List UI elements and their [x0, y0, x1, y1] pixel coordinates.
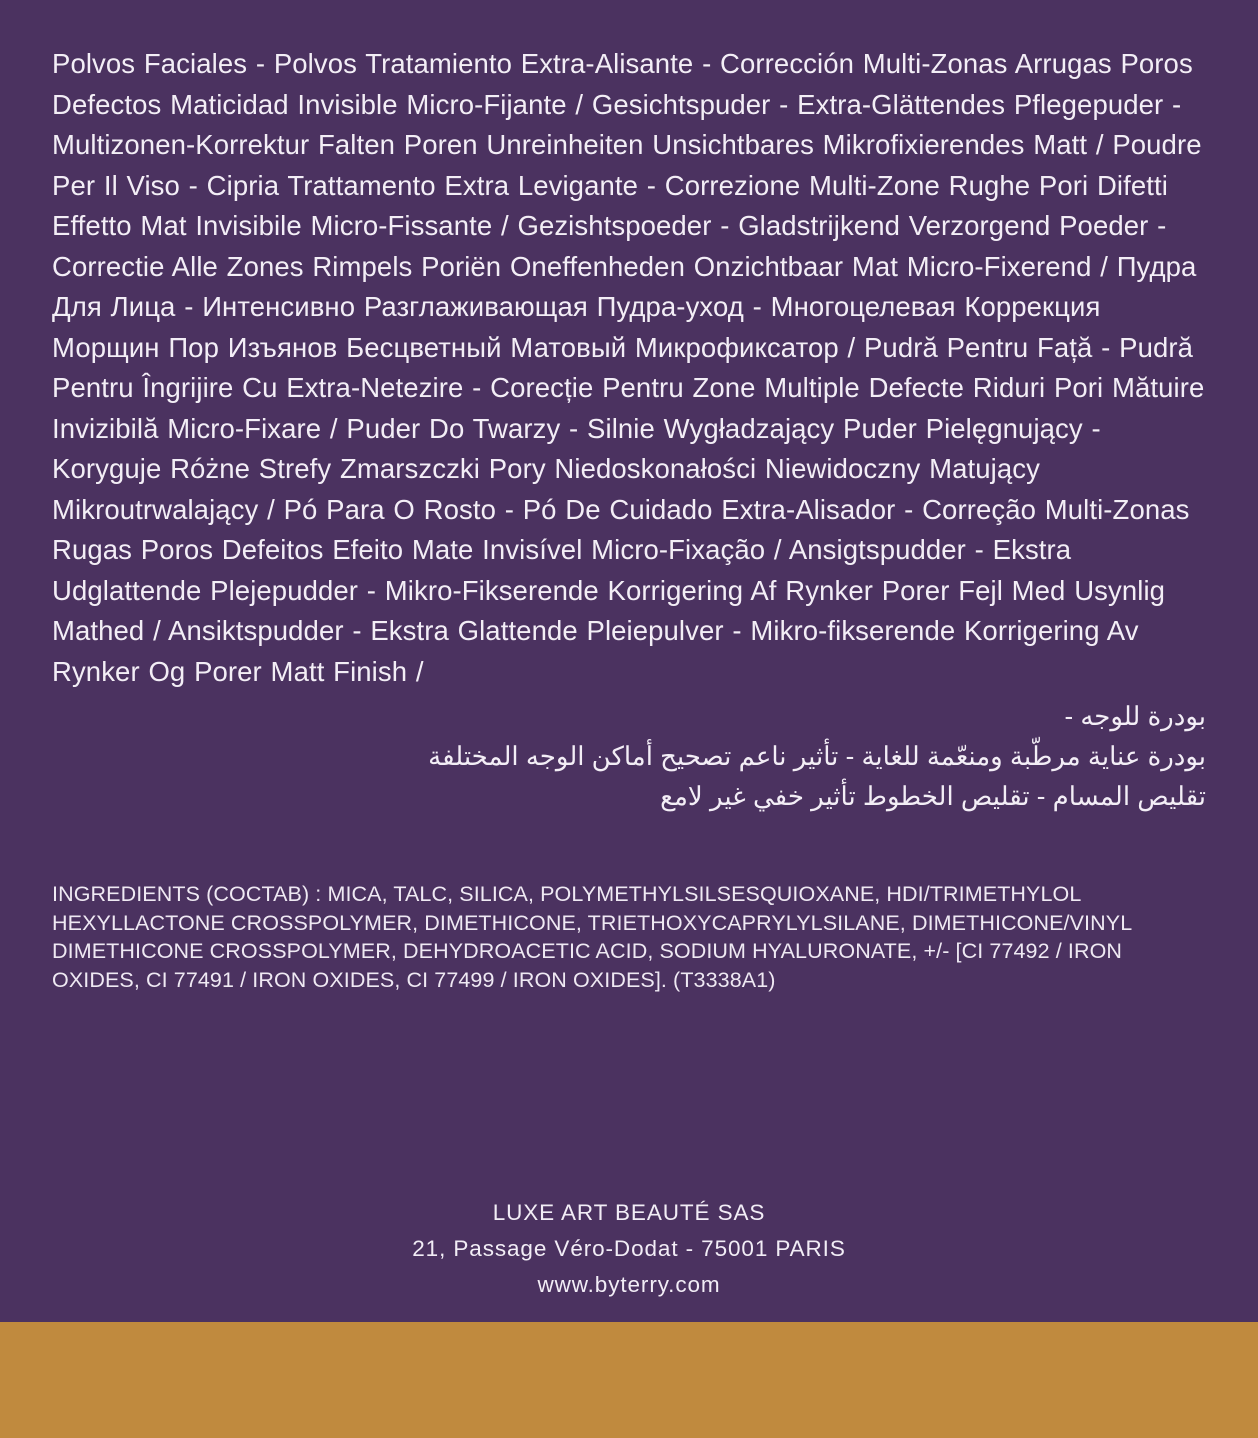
company-name: LUXE ART BEAUTÉ SAS — [492, 1200, 766, 1225]
manufacturer-footer — [0, 1195, 1258, 1303]
company-website: www.byterry.com — [537, 1272, 721, 1297]
company-address: 21, Passage Véro-Dodat - 75001 PARIS — [412, 1236, 846, 1261]
arabic-line-3: تقليص المسام - تقليص الخطوط تأثير خفي غير لامع — [660, 781, 1206, 811]
gold-bottom-band — [0, 1322, 1258, 1438]
arabic-description — [52, 696, 1206, 816]
ingredients-list: INGREDIENTS (COCTAB) : MICA, TALC, SILICA, POLYMETHYLSILSESQUIOXANE, HDI/TRIMETHYLOL HEXYLLACTONE CROSSPOLYMER, DIMETHICONE, TRIETHOXYCAPRYLYLSILANE, DIMETHICONE/VINYL DIMETHICONE CROSSPOLYMER, DEHYDROACETIC ACID, SODIUM HYALURONATE, +/- [CI 77492 / IRON OXIDES, CI 77491 / IRON OXIDES, CI 77499 / IRON OXIDES]. (T3338A1) — [52, 882, 1132, 992]
arabic-line-1: بودرة للوجه - — [1064, 701, 1206, 731]
multilingual-product-description: Polvos Faciales - Polvos Tratamiento Extra-Alisante - Corrección Multi-Zonas Arrugas Poros Defectos Maticidad Invisible Micro-Fijante / Gesichtspuder - Extra-Glättendes Pflegepuder - Multizonen-Korrektur Falten Poren Unreinheiten Unsichtbares Mikrofixierendes Matt / Poudre Per Il Viso - Cipria Trattamento Extra Levigante - Correzione Multi-Zone Rughe Pori Difetti Effetto Mat Invisibile Micro-Fissante / Gezishtspoeder - Gladstrijkend Verzorgend Poeder - Correctie Alle Zones Rimpels Poriën Oneffenheden Onzichtbaar Mat Micro-Fixerend / Пудра Для Лица - Интенсивно Разглаживающая Пудра-уход - Многоцелевая Коррекция Морщин Пор Изъянов Бесцветный Матовый Микрофиксатор / Pudră Pentru Față - Pudră Pentru Îngrijire Cu Extra-Netezire - Corecție Pentru Zone Multiple Defecte Riduri Pori Mătuire Invizibilă Micro-Fixare / Puder Do Twarzy - Silnie Wygładzający Puder Pielęgnujący - Koryguje Różne Strefy Zmarszczki Pory Niedoskonałości Niewidoczny Matujący Mikroutrwalający / Pó Para O Rosto - Pó De Cuidado Extra-Alisador - Correção Multi-Zonas Rugas Poros Defeitos Efeito Mate Invisível Micro-Fixação / Ansigtspudder - Ekstra Udglattende Plejepudder - Mikro-Fikserende Korrigering Af Rynker Porer Fejl Med Usynlig Mathed / Ansiktspudder - Ekstra Glattende Pleiepulver - Mikro-fikserende Korrigering Av Rynker Og Porer Matt Finish / — [52, 48, 1214, 687]
arabic-line-2: بودرة عناية مرطّبة ومنعّمة للغاية - تأثير ناعم تصحيح أماكن الوجه المختلفة — [428, 741, 1206, 771]
